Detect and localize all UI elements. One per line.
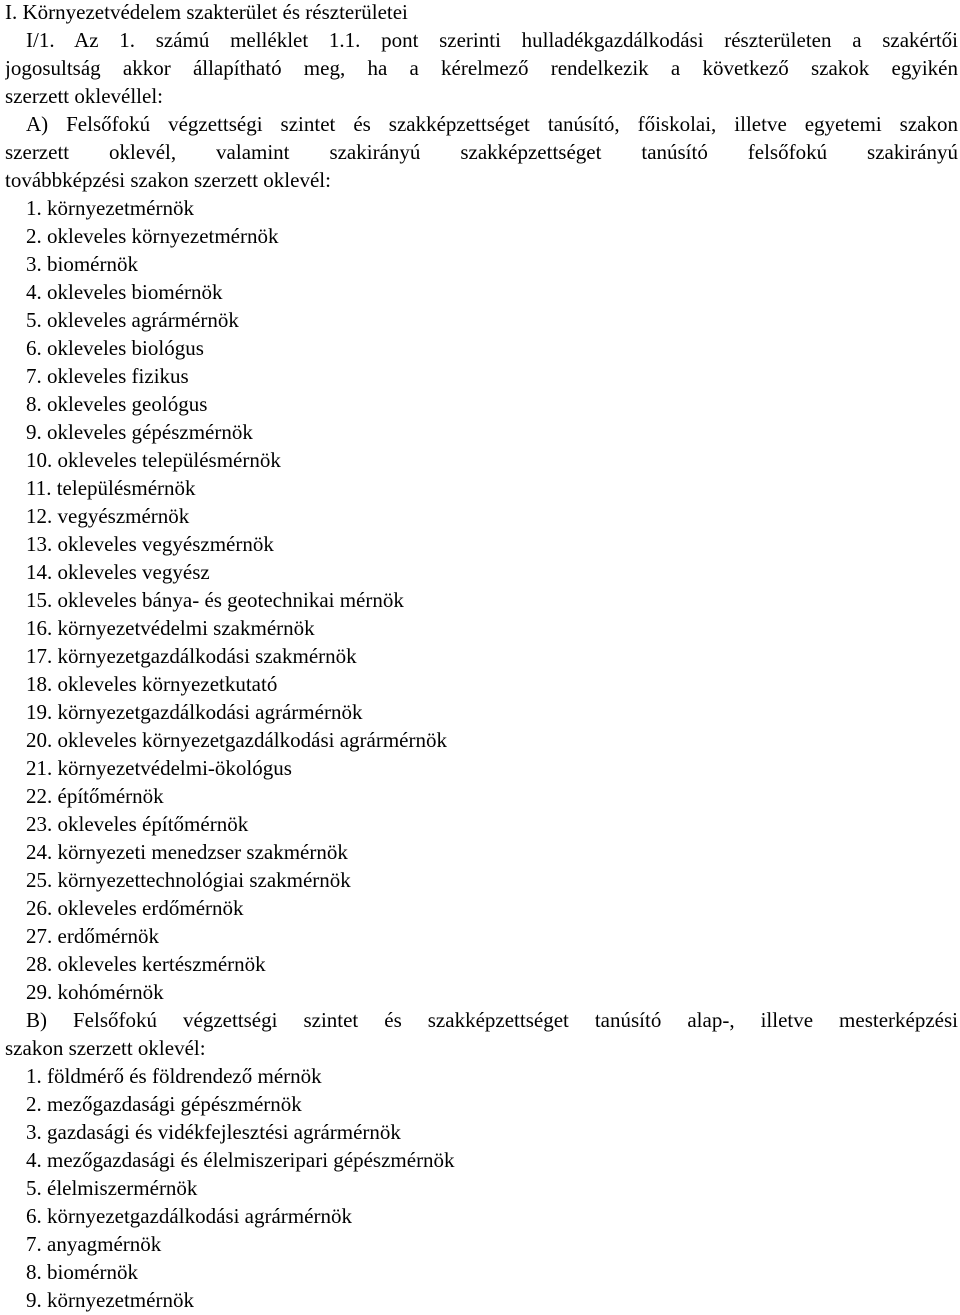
list-item: 10. okleveles településmérnök <box>26 448 281 472</box>
list-item: 19. környezetgazdálkodási agrármérnök <box>26 700 363 724</box>
list-item: 1. földmérő és földrendező mérnök <box>26 1064 322 1088</box>
list-item: 25. környezettechnológiai szakmérnök <box>26 868 351 892</box>
list-item: 21. környezetvédelmi-ökológus <box>26 756 292 780</box>
document-page <box>5 0 958 1314</box>
list-item: 3. biomérnök <box>26 252 138 276</box>
list-item: 24. környezeti menedzser szakmérnök <box>26 840 348 864</box>
list-item: 28. okleveles kertészmérnök <box>26 952 266 976</box>
section-title: I. Környezetvédelem szakterület és részterületei <box>5 0 408 24</box>
section-b-list <box>5 1062 958 1314</box>
list-item: 23. okleveles építőmérnök <box>26 812 249 836</box>
intro-line-3: szerzett oklevéllel: <box>5 84 164 108</box>
list-item: 11. településmérnök <box>26 476 196 500</box>
list-item: 14. okleveles vegyész <box>26 560 210 584</box>
list-item: 6. okleveles biológus <box>26 336 204 360</box>
list-item: 18. okleveles környezetkutató <box>26 672 278 696</box>
section-a-list <box>5 194 958 1006</box>
list-item: 4. mezőgazdasági és élelmiszeripari gépészmérnök <box>26 1148 455 1172</box>
list-item: 2. okleveles környezetmérnök <box>26 224 279 248</box>
list-item: 7. anyagmérnök <box>26 1232 162 1256</box>
list-item: 26. okleveles erdőmérnök <box>26 896 244 920</box>
list-item: 17. környezetgazdálkodási szakmérnök <box>26 644 357 668</box>
list-item: 13. okleveles vegyészmérnök <box>26 532 274 556</box>
list-item: 20. okleveles környezetgazdálkodási agrármérnök <box>26 728 447 752</box>
intro-line-2: jogosultság akkor állapítható meg, ha a kérelmező rendelkezik a következő szakok egyikén <box>5 56 958 80</box>
section-b-line-2: szakon szerzett oklevél: <box>5 1036 206 1060</box>
list-item: 8. biomérnök <box>26 1260 138 1284</box>
list-item: 9. okleveles gépészmérnök <box>26 420 253 444</box>
section-b-line-1: B) Felsőfokú végzettségi szintet és szakképzettséget tanúsító alap-, illetve mesterképzési <box>26 1008 958 1032</box>
section-a-line-3: továbbképzési szakon szerzett oklevél: <box>5 168 331 192</box>
list-item: 2. mezőgazdasági gépészmérnök <box>26 1092 302 1116</box>
list-item: 22. építőmérnök <box>26 784 164 808</box>
list-item: 27. erdőmérnök <box>26 924 159 948</box>
list-item: 29. kohómérnök <box>26 980 164 1004</box>
list-item: 6. környezetgazdálkodási agrármérnök <box>26 1204 352 1228</box>
list-item: 5. élelmiszermérnök <box>26 1176 198 1200</box>
list-item: 3. gazdasági és vidékfejlesztési agrármérnök <box>26 1120 401 1144</box>
list-item: 1. környezetmérnök <box>26 196 194 220</box>
list-item: 5. okleveles agrármérnök <box>26 308 239 332</box>
list-item: 12. vegyészmérnök <box>26 504 190 528</box>
list-item: 15. okleveles bánya- és geotechnikai mérnök <box>26 588 404 612</box>
section-a-line-2: szerzett oklevél, valamint szakirányú szakképzettséget tanúsító felsőfokú szakirányú <box>5 140 958 164</box>
intro-line-1: I/1. Az 1. számú melléklet 1.1. pont szerinti hulladékgazdálkodási részterületen a szakértői <box>26 28 958 52</box>
list-item: 7. okleveles fizikus <box>26 364 189 388</box>
section-a-line-1: A) Felsőfokú végzettségi szintet és szakképzettséget tanúsító, főiskolai, illetve egyetemi szakon <box>26 112 958 136</box>
list-item: 16. környezetvédelmi szakmérnök <box>26 616 315 640</box>
list-item: 8. okleveles geológus <box>26 392 208 416</box>
list-item: 9. környezetmérnök <box>26 1288 194 1312</box>
list-item: 4. okleveles biomérnök <box>26 280 223 304</box>
